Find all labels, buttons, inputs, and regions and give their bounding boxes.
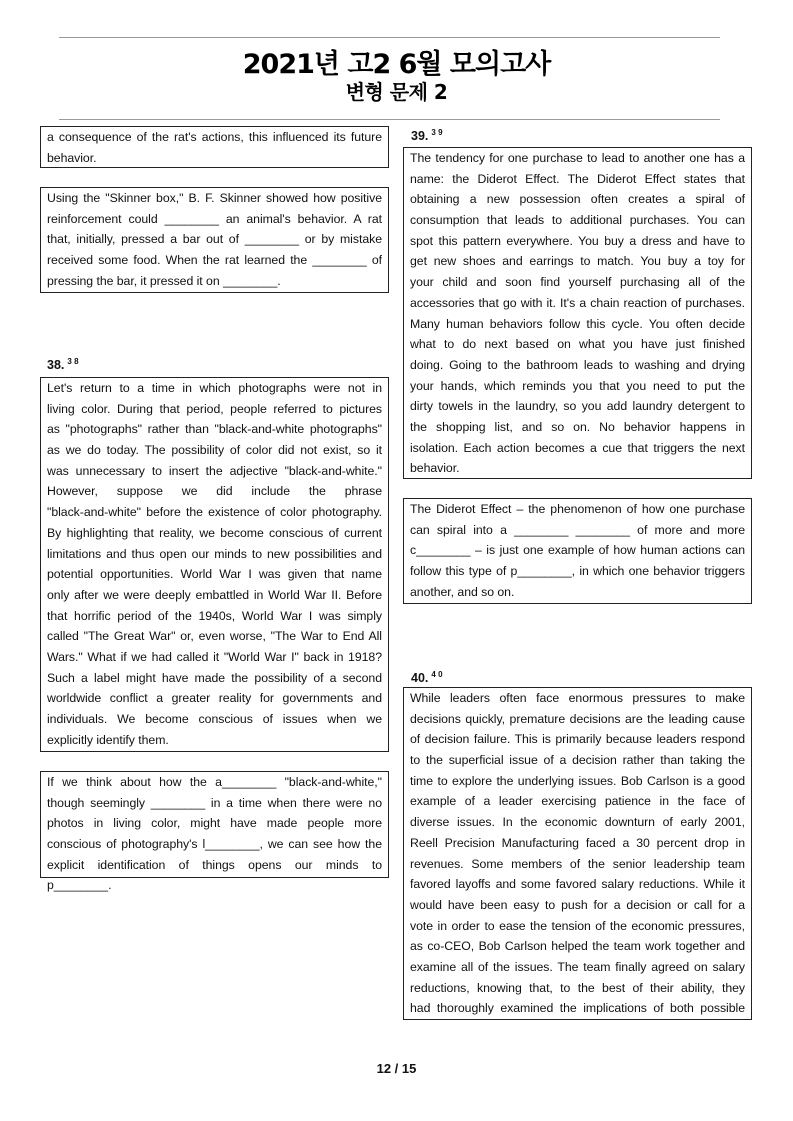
text-line: While leaders often face enormous pressures to make: [410, 691, 745, 705]
text-line: potential opportunities. World War I was given that name: [47, 567, 382, 582]
page-title: 2021년 고2 6월 모의고사: [242, 49, 551, 80]
question-number-40: [411, 670, 443, 685]
text-line: had thoroughly examined the implications of both possible: [410, 1001, 745, 1016]
text-line: your hands, which reminds you that you need to put the: [410, 378, 745, 393]
passage-box-38: [40, 377, 389, 752]
page-number: 12 / 15: [376, 1061, 417, 1076]
text-line: "black-and-white" before the existence of color photography.: [47, 505, 382, 520]
summary-box-38: [40, 771, 389, 893]
text-line: vote in order to ease the tension of the economic pressures,: [410, 918, 745, 933]
text-line: c________ – is just one example of how human actions can: [410, 543, 745, 558]
question-number: 38.: [47, 358, 65, 373]
text-line: Wars." What if we had called it "World War I" back in 1918?: [47, 649, 382, 664]
text-line: received some food. When the rat learned the ________ of: [47, 253, 382, 268]
text-line: individuals. We become conscious of issues when we: [47, 712, 382, 726]
text-line: doing. Going to the bathroom leads to washing and drying: [410, 357, 745, 372]
passage-box-40: [403, 687, 752, 1020]
text-line: was unnecessary to insert the adjective "black-and-white.": [47, 463, 382, 478]
passage-continuation-box: [40, 126, 389, 168]
text-line: another, and so on.: [410, 584, 515, 599]
text-line: behavior.: [47, 150, 97, 165]
text-line: reinforcement could ________ an animal's behavior. A rat: [47, 211, 382, 226]
passage-box-39: [403, 147, 752, 479]
text-line: name: the Diderot Effect. The Diderot Effect states that: [410, 171, 745, 186]
text-line: If we think about how the a________ "black-and-white,": [47, 775, 382, 789]
text-line: time to explore the underlying issues. Bob Carlson is a good: [410, 773, 745, 788]
text-line: dirty towels in the laundry, so you add laundry detergent to: [410, 399, 745, 414]
text-line: accessories that go with it. It's a chain reaction of purchases.: [410, 295, 745, 310]
summary-box-skinner: [40, 187, 389, 293]
text-line: Reell Precision Manufacturing faced a 30 percent drop in: [410, 835, 745, 850]
question-superscript: 3 9: [431, 128, 443, 137]
text-line: The tendency for one purchase to lead to another one has a: [410, 151, 745, 165]
text-line: explicit identification of things opens our minds to: [47, 857, 382, 872]
text-line: Such a label might have made the possibility of a second: [47, 670, 382, 685]
text-line: explicitly identify them.: [47, 732, 169, 747]
text-line: would have been easy to push for a decision or call for a: [410, 897, 745, 912]
text-line: your child and soon find yourself purchasing all of the: [410, 275, 745, 290]
text-line: what to do next based on what you have just finished: [410, 337, 745, 352]
question-superscript: 4 0: [431, 670, 443, 679]
text-line: Many human behaviors follow this cycle. You often decide: [410, 316, 745, 331]
text-line: called "The Great War" or, even worse, "The War to End All: [47, 629, 382, 644]
text-line: though seemingly ________ in a time when there were no: [47, 795, 382, 810]
text-line: The Diderot Effect – the phenomenon of how one purchase: [410, 502, 745, 516]
text-line: a consequence of the rat's actions, this influenced its future: [47, 130, 382, 144]
header-rule: [59, 119, 720, 120]
question-number-38: [47, 357, 79, 372]
text-line: pressing the bar, it pressed it on ________.: [47, 273, 281, 288]
text-line: examine all of the issues. The team finally agreed on salary: [410, 959, 745, 974]
text-line: Let's return to a time in which photographs were not in: [47, 381, 382, 395]
text-line: reductions, knowing that, to the best of their ability, they: [410, 980, 745, 995]
text-line: can spiral into a ________ ________ of more and more: [410, 522, 745, 537]
text-line: worldwide conflict a greater reality for governments and: [47, 691, 382, 706]
text-line: as co-CEO, Bob Carlson helped the team work together and: [410, 939, 745, 954]
text-line: to the superficial issue of a decision rather than taking the: [410, 753, 745, 768]
text-line: diverse issues. In the economic downturn of early 2001,: [410, 815, 745, 830]
text-line: example of a leader exercising patience in the face of: [410, 794, 745, 809]
page-subtitle: 변형 문제 2: [345, 80, 448, 104]
text-line: only after we were deeply embattled in World War II. Before: [47, 587, 382, 602]
question-number: 39.: [411, 129, 429, 144]
text-line: By highlighting that reality, we become conscious of current: [47, 525, 382, 540]
text-line: the shopping list, and so on. No behavior happens in: [410, 419, 745, 434]
text-line: consumption that leads to additional purchases. You can: [410, 213, 745, 228]
question-number-39: [411, 128, 443, 143]
text-line: of decision failure. This is primarily because leaders respond: [410, 732, 745, 747]
text-line: as "photographs" rather than "black-and-white photographs": [47, 422, 382, 437]
text-line: that, initially, pressed a bar out of ________ or by mistake: [47, 232, 382, 247]
text-line: favored layoffs and some favored salary reductions. While it: [410, 877, 745, 892]
text-line: conscious of photography's l________, we can see how the: [47, 837, 382, 852]
summary-box-39: [403, 498, 752, 604]
text-line: follow this type of p________, in which one behavior triggers: [410, 564, 745, 579]
text-line: that horrific period of the 1940s, World War I was simply: [47, 608, 382, 623]
text-line: revenues. Some members of the senior leadership team: [410, 856, 745, 871]
text-line: as we do today. The possibility of color did not exist, so it: [47, 443, 382, 458]
text-line: living color. During that period, people referred to pictures: [47, 401, 382, 416]
text-line: behavior.: [410, 461, 460, 476]
text-line: isolation. Each action becomes a cue that triggers the next: [410, 440, 745, 455]
question-superscript: 3 8: [67, 357, 79, 366]
text-line: get new shoes and earrings to match. You buy a toy for: [410, 254, 745, 269]
text-line: Using the "Skinner box," B. F. Skinner showed how positive: [47, 191, 382, 205]
text-line: spot this pattern everywhere. You buy a dress and have to: [410, 233, 745, 248]
text-line: photos in living color, might have made people more: [47, 816, 382, 831]
text-line: However, suppose we did include the phrase: [47, 484, 382, 499]
text-line: decisions quickly, premature decisions are the leading cause: [410, 711, 745, 726]
text-line: p________.: [47, 878, 112, 893]
text-line: limitations and thus open our minds to new possibilities and: [47, 546, 382, 561]
text-line: obtaining a new possession often creates a spiral of: [410, 192, 745, 207]
question-number: 40.: [411, 671, 429, 686]
top-rule: [59, 37, 720, 38]
